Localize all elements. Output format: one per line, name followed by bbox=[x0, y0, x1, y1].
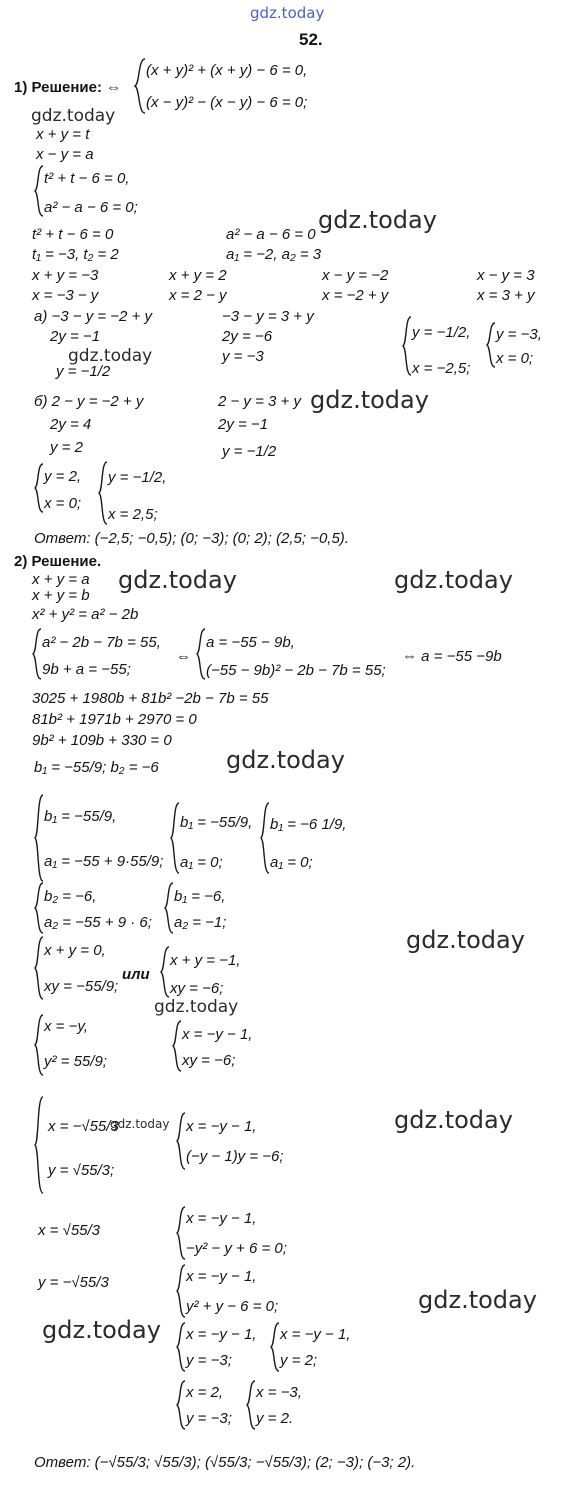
system-brace bbox=[134, 58, 146, 114]
system-brace bbox=[34, 1096, 44, 1194]
system-brace bbox=[246, 1380, 256, 1430]
math-line: a² − a − 6 = 0 bbox=[226, 226, 316, 243]
part-label: 1) Решение: ⇔ bbox=[14, 79, 122, 96]
math-line: y = 2, bbox=[44, 468, 82, 485]
math-line: 81b² + 1971b + 2970 = 0 bbox=[32, 711, 197, 728]
watermark-top: gdz.today bbox=[250, 4, 325, 22]
watermark: gdz.today bbox=[42, 1316, 161, 1344]
watermark: gdz.today bbox=[406, 926, 525, 954]
math-line: a₁ = 0; bbox=[180, 854, 223, 871]
answer-2: Ответ: (−√55/3; √55/3); (√55/3; −√55/3); (2; −3); (−3; 2). bbox=[34, 1454, 416, 1471]
math-line: xy = −55/9; bbox=[44, 978, 119, 995]
system-brace bbox=[176, 1206, 186, 1260]
math-line: −3 − y = 3 + y bbox=[222, 308, 314, 325]
math-line: t² + t − 6 = 0, bbox=[44, 170, 130, 187]
math-line: (−y − 1)y = −6; bbox=[186, 1148, 284, 1165]
system-brace bbox=[34, 463, 44, 513]
system-brace bbox=[32, 628, 42, 680]
system-brace bbox=[170, 802, 180, 874]
math-line: y = −1/2 bbox=[222, 443, 277, 460]
system-brace bbox=[34, 1014, 44, 1076]
system-brace bbox=[34, 936, 44, 1000]
watermark: gdz.today bbox=[110, 1117, 170, 1131]
math-line: a₁ = −2, a₂ = 3 bbox=[226, 246, 322, 263]
math-line: x + y = −3 bbox=[32, 267, 99, 284]
math-line: xy = −6; bbox=[170, 980, 224, 997]
math-line: y = 2. bbox=[256, 1410, 294, 1427]
math-line: t² + t − 6 = 0 bbox=[32, 226, 114, 243]
math-line: b₁ = −55/9; b₂ = −6 bbox=[34, 759, 159, 776]
watermark: gdz.today bbox=[226, 746, 345, 774]
math-line: x = −y, bbox=[44, 1018, 88, 1035]
or-word: или bbox=[122, 966, 150, 983]
system-brace bbox=[164, 882, 174, 934]
math-line: а) −3 − y = −2 + y bbox=[34, 308, 152, 325]
math-line: x − y = 3 bbox=[477, 267, 535, 284]
math-line: x = −2 + y bbox=[322, 287, 389, 304]
math-line: 2y = −1 bbox=[218, 416, 269, 433]
math-line: y = −1/2, bbox=[412, 324, 471, 341]
math-line: x = −y − 1, bbox=[280, 1326, 351, 1343]
math-line: y = −1/2, bbox=[108, 469, 167, 486]
watermark: gdz.today bbox=[318, 206, 437, 234]
math-line: x + y = 2 bbox=[169, 267, 227, 284]
math-line: x = −3 − y bbox=[32, 287, 99, 304]
math-line: x = −y − 1, bbox=[186, 1326, 257, 1343]
math-line: y = −1/2 bbox=[56, 363, 111, 380]
math-line: (x + y)² + (x + y) − 6 = 0, bbox=[146, 62, 308, 79]
math-line: x − y = −2 bbox=[322, 267, 389, 284]
math-line: a₁ = 0; bbox=[270, 854, 313, 871]
math-line: y = −3, bbox=[496, 326, 542, 343]
problem-number: 52. bbox=[299, 30, 323, 49]
system-brace bbox=[34, 882, 44, 934]
math-line: 9b + a = −55; bbox=[42, 661, 131, 678]
math-line: (−55 − 9b)² − 2b − 7b = 55; bbox=[206, 662, 386, 679]
system-brace bbox=[34, 165, 44, 217]
system-brace bbox=[98, 461, 108, 525]
system-brace bbox=[486, 322, 496, 368]
math-line: y² = 55/9; bbox=[44, 1053, 107, 1070]
math-line: a₁ = −55 + 9·55/9; bbox=[44, 853, 164, 870]
math-line: x = 2 − y bbox=[169, 287, 227, 304]
math-line: x + y = −1, bbox=[170, 952, 241, 969]
math-line: b₂ = −6, bbox=[44, 888, 97, 905]
math-line: a = −55 − 9b, bbox=[206, 634, 295, 651]
system-brace bbox=[270, 1322, 280, 1372]
watermark: gdz.today bbox=[68, 346, 153, 366]
answer-1: Ответ: (−2,5; −0,5); (0; −3); (0; 2); (2,5; −0,5). bbox=[34, 530, 349, 547]
watermark: gdz.today bbox=[154, 997, 239, 1017]
system-brace bbox=[160, 946, 170, 998]
math-line: a₂ = −55 + 9 · 6; bbox=[44, 914, 152, 931]
math-line: x = −y − 1, bbox=[186, 1210, 257, 1227]
math-line: y² + y − 6 = 0; bbox=[186, 1298, 279, 1315]
math-line: x = −y − 1, bbox=[186, 1268, 257, 1285]
math-line: x + y = b bbox=[32, 587, 90, 604]
system-brace bbox=[260, 802, 270, 874]
math-line: 9b² + 109b + 330 = 0 bbox=[32, 732, 172, 749]
math-line: 2 − y = 3 + y bbox=[218, 393, 301, 410]
math-line: x + y = a bbox=[32, 571, 90, 588]
math-line: b₁ = −55/9, bbox=[180, 814, 253, 831]
math-line: t₁ = −3, t₂ = 2 bbox=[32, 246, 119, 263]
math-line: y = −3 bbox=[222, 348, 264, 365]
watermark: gdz.today bbox=[394, 566, 513, 594]
math-line: x = √55/3 bbox=[38, 1222, 101, 1239]
math-line: 2y = −6 bbox=[222, 328, 273, 345]
math-line: 2y = 4 bbox=[50, 416, 92, 433]
math-line: b₁ = −55/9, bbox=[44, 808, 117, 825]
math-line: x + y = t bbox=[36, 126, 90, 143]
math-line: a² − a − 6 = 0; bbox=[44, 199, 138, 216]
math-line: x = −√55/3 bbox=[48, 1118, 119, 1135]
system-brace bbox=[402, 316, 412, 376]
watermark: gdz.today bbox=[418, 1286, 537, 1314]
math-line: x = 0; bbox=[44, 495, 82, 512]
math-line: −y² − y + 6 = 0; bbox=[186, 1240, 287, 1257]
math-line: y = −3; bbox=[186, 1410, 232, 1427]
system-brace bbox=[196, 628, 206, 680]
math-line: 2y = −1 bbox=[50, 328, 101, 345]
part-label: 2) Решение. bbox=[14, 553, 102, 570]
math-line: x = 2, bbox=[186, 1384, 224, 1401]
system-brace bbox=[176, 1112, 186, 1170]
math-line: ⇔ a = −55 −9b bbox=[402, 648, 502, 665]
system-brace bbox=[172, 1020, 182, 1072]
math-line: a² − 2b − 7b = 55, bbox=[42, 634, 161, 651]
math-line: y = √55/3; bbox=[48, 1162, 115, 1179]
watermark: gdz.today bbox=[310, 386, 429, 414]
math-line: 3025 + 1980b + 81b² −2b − 7b = 55 bbox=[32, 690, 269, 707]
equivalence-sign: ⇔ bbox=[176, 648, 191, 665]
math-line: y = −3; bbox=[186, 1352, 232, 1369]
math-line: y = 2; bbox=[280, 1352, 318, 1369]
math-line: b₁ = −6, bbox=[174, 888, 226, 905]
math-line: y = 2 bbox=[50, 439, 83, 456]
math-line: y = −√55/3 bbox=[38, 1274, 109, 1291]
watermark: gdz.today bbox=[31, 106, 116, 126]
math-line: x = −2,5; bbox=[412, 360, 471, 377]
system-brace bbox=[176, 1264, 186, 1318]
math-line: x = −3, bbox=[256, 1384, 302, 1401]
math-line: x − y = a bbox=[36, 146, 94, 163]
system-brace bbox=[176, 1380, 186, 1430]
math-line: x² + y² = a² − 2b bbox=[32, 606, 139, 623]
math-line: xy = −6; bbox=[182, 1052, 236, 1069]
system-brace bbox=[176, 1322, 186, 1372]
math-line: b₁ = −6 1/9, bbox=[270, 816, 347, 833]
math-line: x + y = 0, bbox=[44, 942, 106, 959]
math-line: (x − y)² − (x − y) − 6 = 0; bbox=[146, 94, 308, 111]
watermark: gdz.today bbox=[394, 1106, 513, 1134]
math-line: x = 0; bbox=[496, 350, 534, 367]
math-line: б) 2 − y = −2 + y bbox=[34, 393, 144, 410]
math-line: x = 3 + y bbox=[477, 287, 535, 304]
math-line: x = −y − 1, bbox=[186, 1118, 257, 1135]
math-line: x = −y − 1, bbox=[182, 1026, 253, 1043]
system-brace bbox=[34, 794, 44, 882]
math-line: x = 2,5; bbox=[108, 506, 158, 523]
watermark: gdz.today bbox=[118, 566, 237, 594]
math-line: a₂ = −1; bbox=[174, 914, 227, 931]
